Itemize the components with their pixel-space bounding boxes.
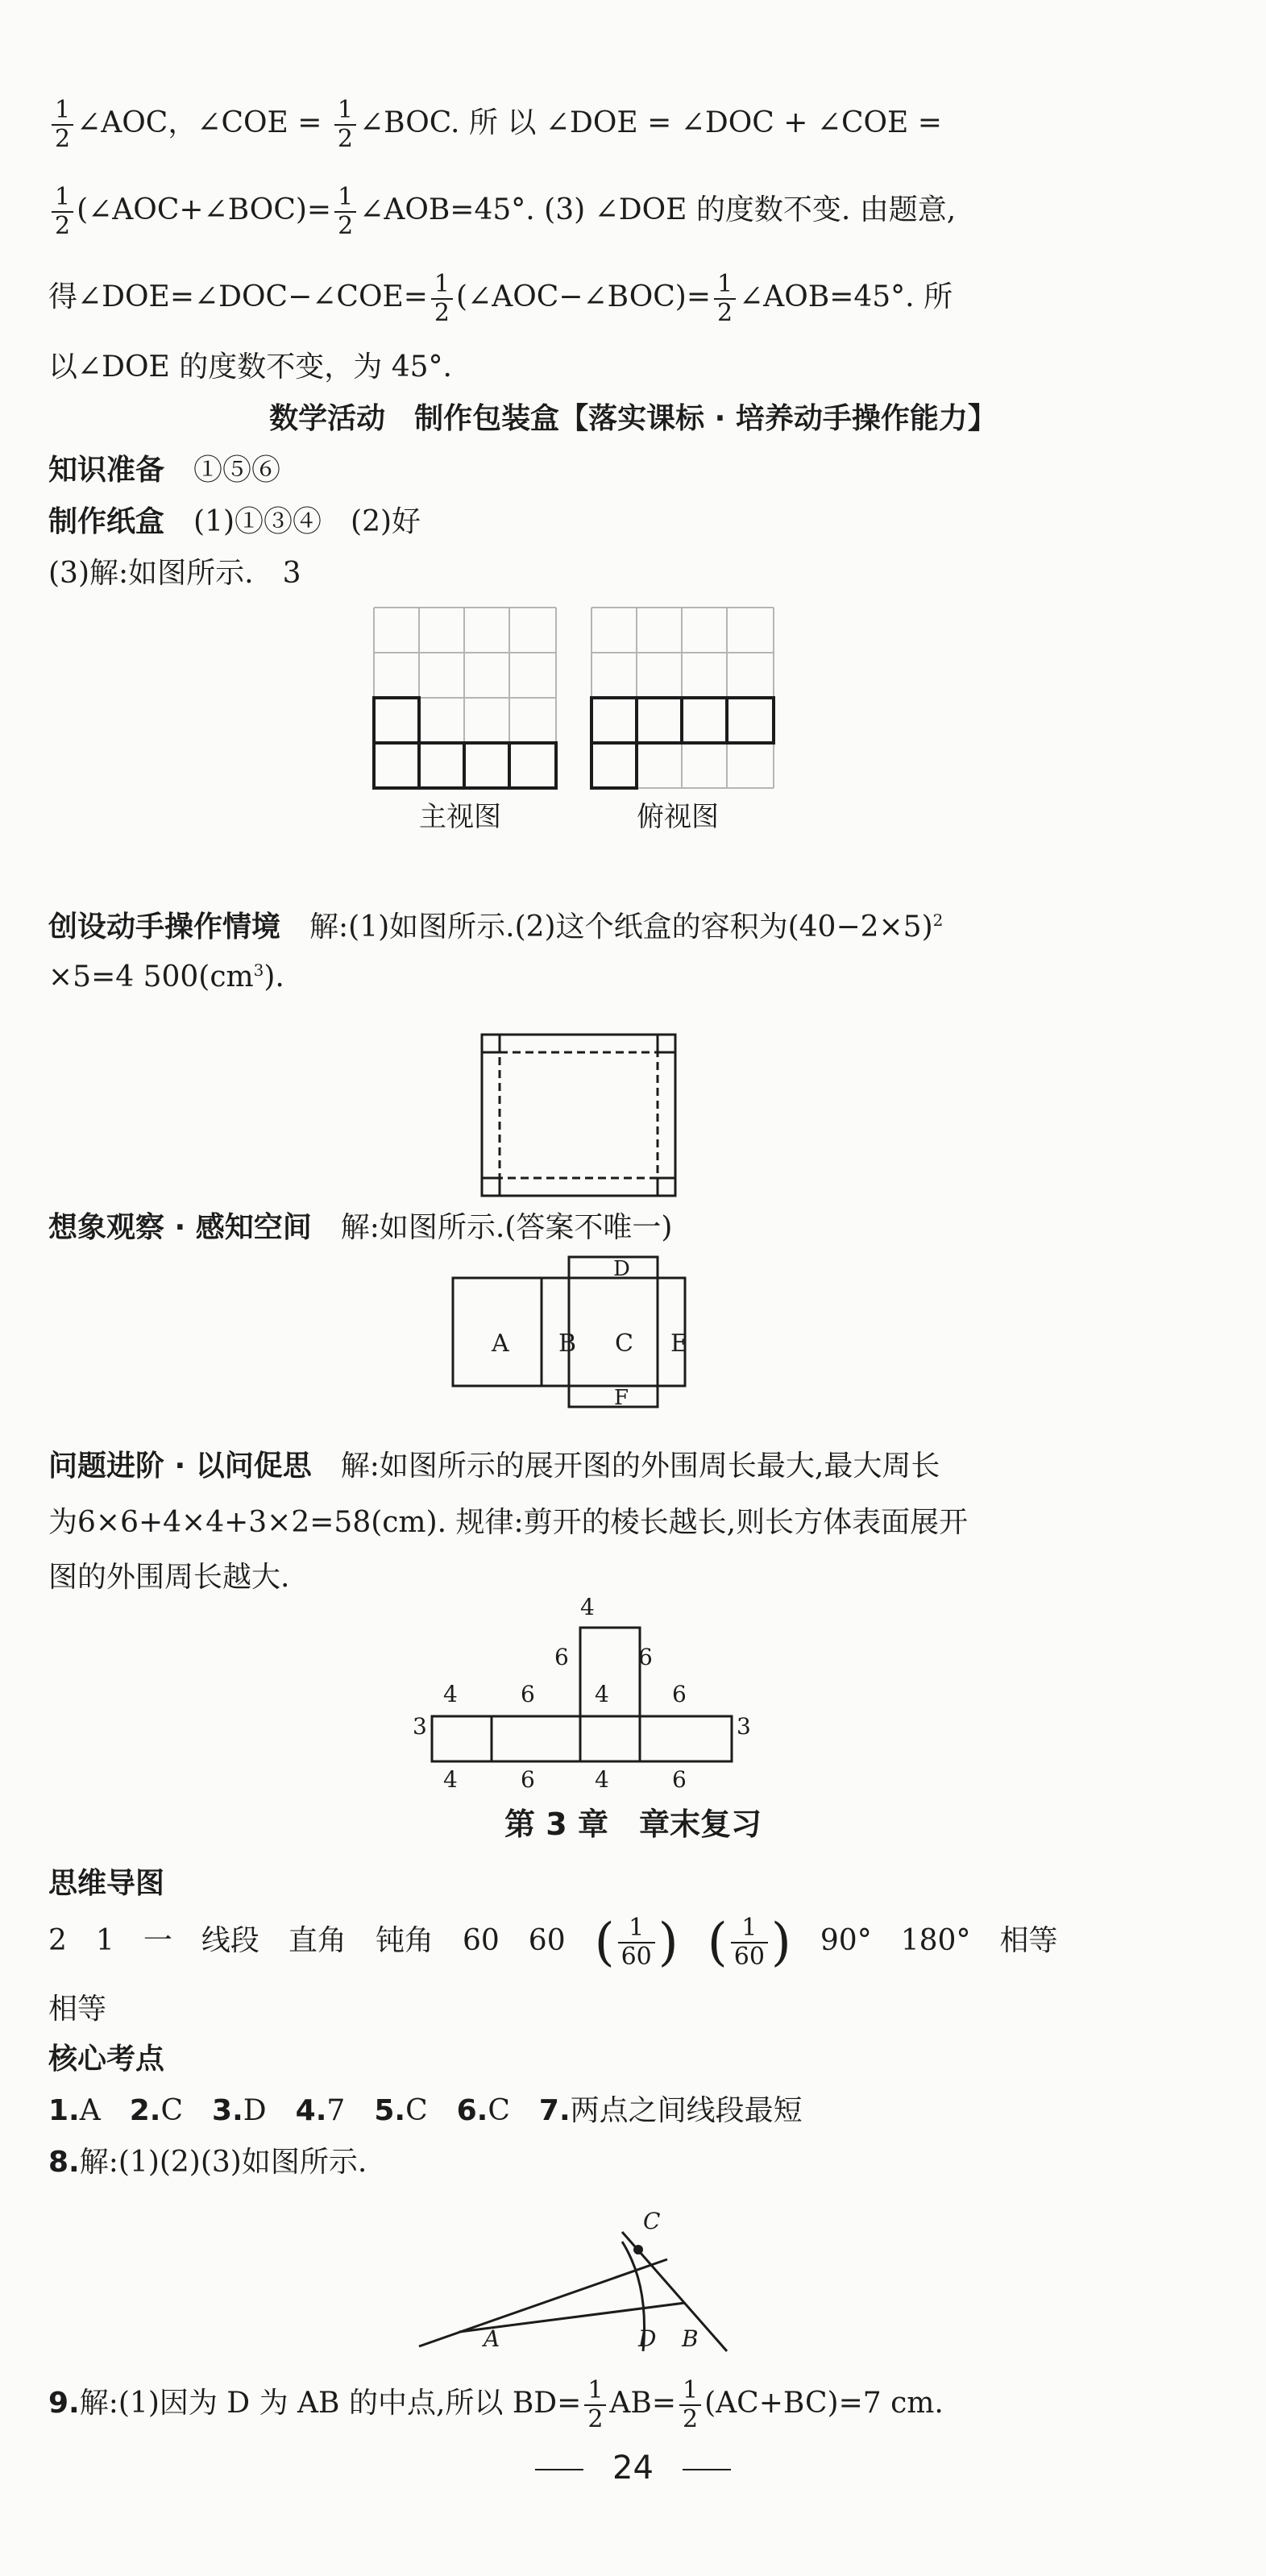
- text: ①⑤⑥: [193, 454, 281, 487]
- fraction: $\frac{1}{2}$: [52, 97, 73, 153]
- fraction: $\frac{1}{60}$: [731, 1914, 768, 1971]
- dim-a: 4: [443, 1681, 458, 1707]
- answers-line: 1.A 2.C 3.D 4.7 5.C 6.C 7.两点之间线段最短: [48, 2094, 803, 2127]
- superscript: 2: [932, 911, 944, 930]
- fraction: $\frac{1}{2}$: [584, 2377, 606, 2433]
- geo-label-b: B: [682, 2325, 699, 2352]
- top-view-grid: [590, 606, 775, 790]
- text: ∠AOB=45°. (3) ∠DOE 的度数不变. 由题意,: [359, 193, 957, 226]
- zhizuo3-line: (3)解:如图所示. 3: [48, 557, 301, 590]
- text: ∠AOC，∠COE =: [77, 106, 322, 139]
- dim-top: 4: [580, 1594, 595, 1620]
- geo-label-d: D: [638, 2325, 657, 2352]
- siwei-heading: 思维导图: [48, 1867, 165, 1900]
- fraction: $\frac{1}{2}$: [431, 271, 453, 327]
- chuangshe2-line: [48, 951, 1218, 997]
- net-label-e: E: [670, 1329, 688, 1358]
- dim-g: 4: [595, 1766, 609, 1793]
- dim-left-vertical: 6: [554, 1644, 569, 1670]
- fraction: $\frac{1}{60}$: [618, 1914, 655, 1971]
- net-label-a: A: [492, 1329, 509, 1358]
- text: 得∠DOE=∠DOC−∠COE=: [48, 280, 428, 313]
- text: 解:如图所示.(答案不唯一): [340, 1211, 673, 1244]
- dim-c: 4: [595, 1681, 609, 1707]
- text: 解:如图所示的展开图的外围周长最大,最大周长: [340, 1450, 940, 1483]
- net-label-d: D: [613, 1257, 630, 1281]
- dim-e: 4: [443, 1766, 458, 1793]
- wenti-line: [48, 1447, 1218, 1486]
- xiangxiang-line: [48, 1209, 1218, 1247]
- q8-line: 8.解:(1)(2)(3)如图所示.: [48, 2146, 367, 2179]
- net-label-b: B: [558, 1329, 577, 1358]
- section-heading: 数学活动 制作包装盒【落实课标 · 培养动手操作能力】: [269, 402, 997, 435]
- dim-f: 6: [521, 1766, 535, 1793]
- fraction: $\frac{1}{2}$: [334, 184, 356, 240]
- text: ×5=4 500(cm: [48, 960, 254, 993]
- wenti2-line: 为6×6+4×4+3×2=58(cm). 规律:剪开的棱长越长,则长方体表面展开: [48, 1506, 969, 1539]
- para-line-1: [48, 97, 1218, 153]
- hexin-heading: 核心考点: [48, 2043, 165, 2076]
- front-view-grid: [372, 606, 558, 790]
- wenti3-line: 图的外围周长越大.: [48, 1561, 290, 1594]
- text: (∠AOC−∠BOC)=: [456, 280, 711, 313]
- text: ∠BOC. 所 以 ∠DOE = ∠DOC + ∠COE =: [359, 106, 942, 139]
- text: ).: [264, 960, 284, 993]
- dim-b: 6: [521, 1681, 535, 1707]
- label: 问题进阶 · 以问促思: [48, 1450, 312, 1483]
- box-net-diagram: [480, 1033, 677, 1197]
- dim-right-3: 3: [737, 1713, 751, 1740]
- text: 解:(1)如图所示.(2)这个纸盒的容积为(40−2×5): [309, 911, 933, 944]
- net-label-c: C: [615, 1329, 633, 1358]
- text: (1)①③④ (2)好: [193, 505, 421, 538]
- para-line-3: [48, 271, 1218, 327]
- fraction: $\frac{1}{2}$: [679, 2377, 701, 2433]
- dim-left-3: 3: [413, 1713, 427, 1740]
- top-view-caption: 俯视图: [637, 801, 719, 833]
- geo-label-a: A: [484, 2325, 500, 2352]
- superscript: 3: [253, 960, 264, 980]
- fraction: $\frac{1}{2}$: [334, 97, 356, 153]
- page-number: 24: [0, 2449, 1266, 2487]
- zhizuo-line: [48, 503, 1218, 541]
- q9-line: 9.解:(1)因为 D 为 AB 的中点,所以 BD= $\frac{1}{2}$ AB= $\frac{1}{2}$ (AC+BC)=7 cm.: [48, 2376, 944, 2433]
- zhishi-line: [48, 451, 1218, 490]
- text: ∠AOB=45°. 所: [739, 280, 953, 313]
- dim-d: 6: [672, 1681, 687, 1707]
- net-label-f: F: [614, 1386, 629, 1410]
- geo-label-c: C: [643, 2208, 661, 2234]
- para-line-2: [48, 184, 1218, 240]
- front-view-caption: 主视图: [419, 801, 501, 833]
- siwei2-line: 相等: [48, 1993, 107, 2026]
- fraction: $\frac{1}{2}$: [52, 184, 73, 240]
- chuangshe-line: [48, 901, 1218, 947]
- dimension-net-diagram: [430, 1626, 737, 1765]
- label: 制作纸盒: [48, 505, 165, 538]
- label: 创设动手操作情境: [48, 911, 281, 944]
- label: 知识准备: [48, 454, 165, 487]
- text: (∠AOC+∠BOC)=: [77, 193, 332, 226]
- dim-right-vertical: 6: [638, 1644, 653, 1670]
- fraction: $\frac{1}{2}$: [714, 271, 736, 327]
- label: 想象观察 · 感知空间: [48, 1211, 312, 1244]
- para-line-4: 以∠DOE 的度数不变，为 45°.: [48, 351, 452, 384]
- siwei-line: 2 1 一 线段 直角 钝角 60 60 ( $\frac{1}{60}$ ) ( $\frac{1}{60}$ ) 90° 180° 相等: [48, 1913, 1058, 1972]
- dim-h: 6: [672, 1766, 687, 1793]
- chapter-heading: 第 3 章 章末复习: [504, 1807, 762, 1842]
